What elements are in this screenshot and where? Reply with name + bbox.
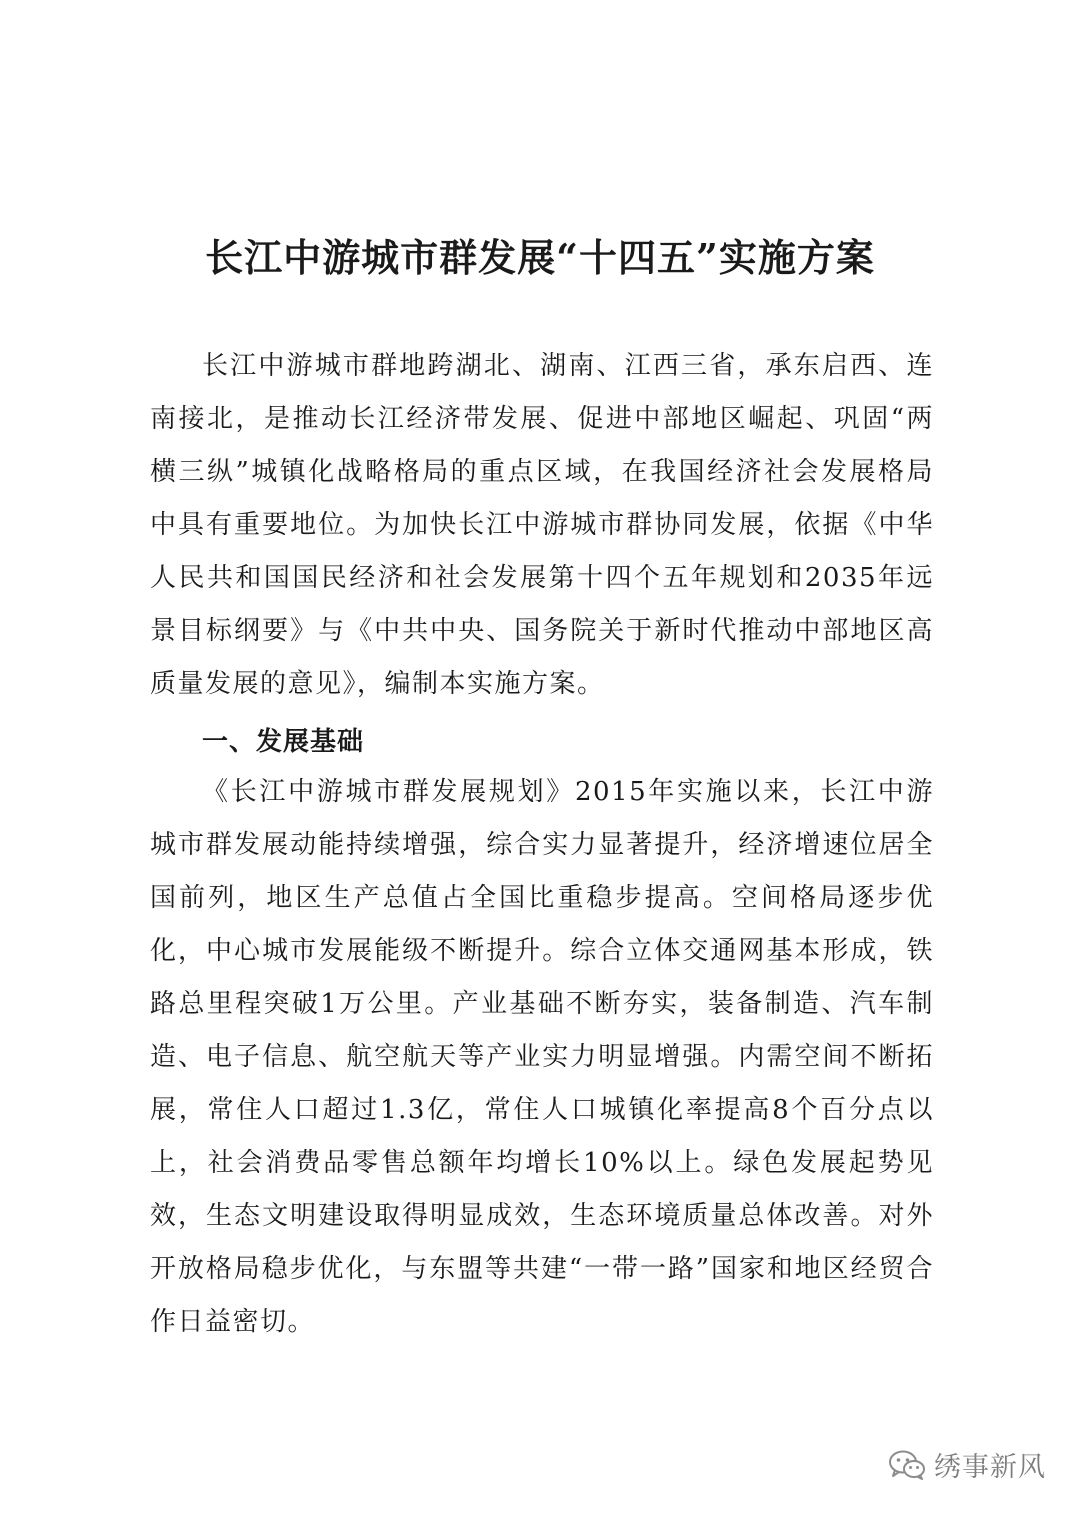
section-paragraph: 《长江中游城市群发展规划》2015年实施以来，长江中游城市群发展动能持续增强，综合实力显著提升，经济增速位居全国前列，地区生产总值占全国比重稳步提高。空间格局逐步优化，中心城市发展能级不断提升。综合立体交通网基本形成，铁路总里程突破1万公里。产业基础不断夯实，装备制造、汽车制造、电子信息、航空航天等产业实力明显增强。内需空间不断拓展，常住人口超过1.3亿，常住人口城镇化率提高8个百分点以上，社会消费品零售总额年均增长10%以上。绿色发展起势见效，生态文明建设取得明显成效，生态环境质量总体改善。对外开放格局稳步优化，与东盟等共建“一带一路”国家和地区经贸合作日益密切。 xyxy=(150,777,934,1337)
section-heading: 一、发展基础 xyxy=(202,727,365,757)
document-title: 长江中游城市群发展“十四五”实施方案 xyxy=(205,235,875,280)
intro-paragraph: 长江中游城市群地跨湖北、湖南、江西三省，承东启西、连南接北，是推动长江经济带发展、促进中部地区崛起、巩固“两横三纵”城镇化战略格局的重点区域，在我国经济社会发展格局中具有重要地位。为加快长江中游城市群协同发展，依据《中华人民共和国国民经济和社会发展第十四个五年规划和2035年远景目标纲要》与《中共中央、国务院关于新时代推动中部地区高质量发展的意见》，编制本实施方案。 xyxy=(150,351,934,699)
watermark-text: 绣事新风 xyxy=(934,1452,1046,1483)
watermark xyxy=(888,1445,1046,1484)
wechat-icon xyxy=(888,1450,926,1480)
